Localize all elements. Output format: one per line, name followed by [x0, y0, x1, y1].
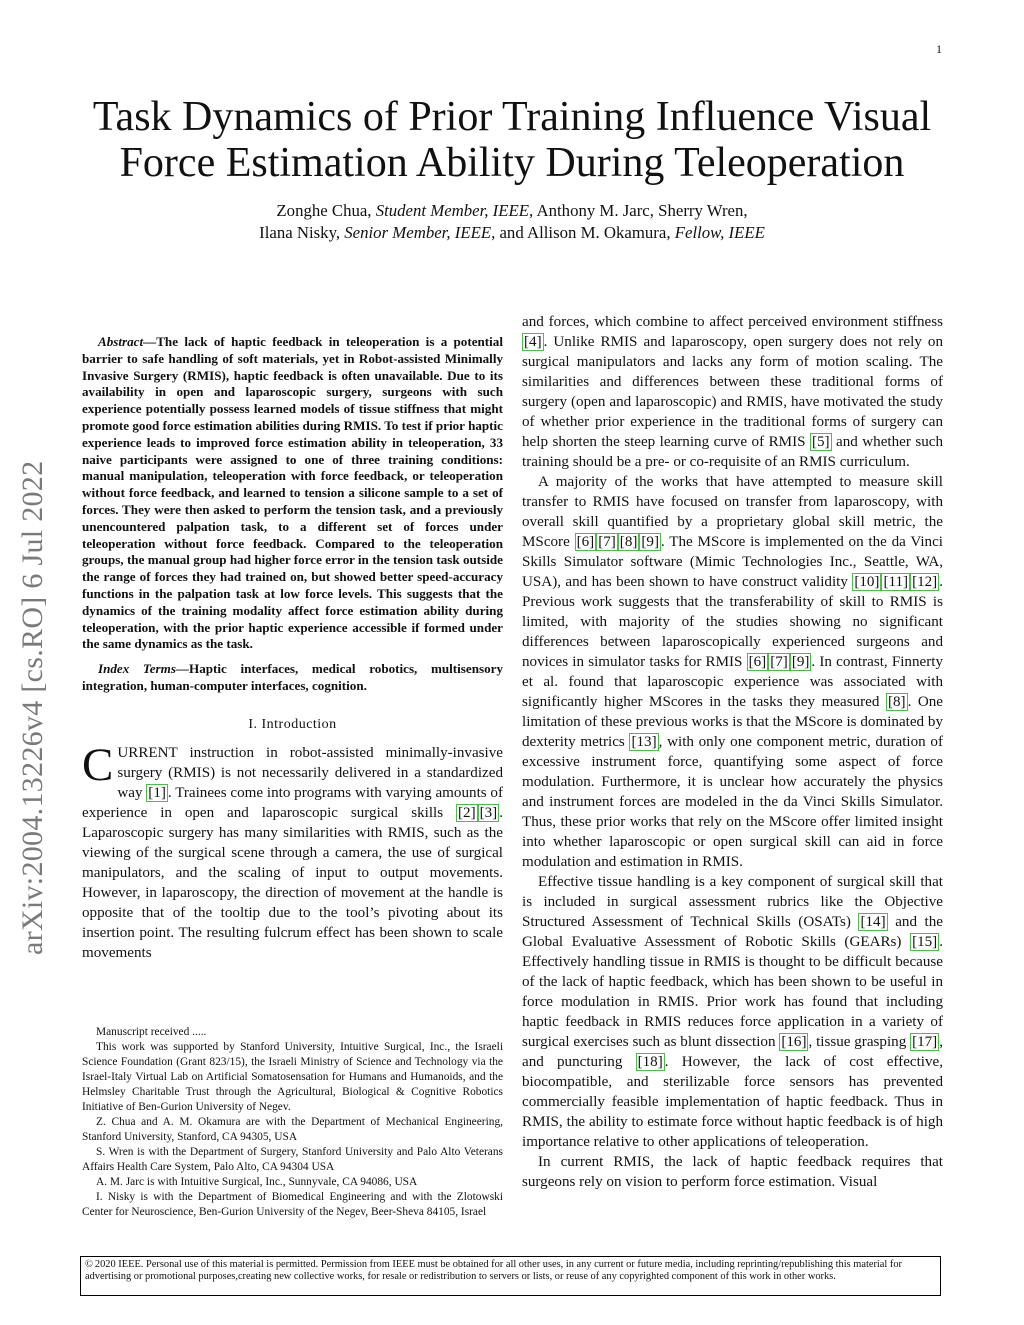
body-text: . However, the lack of cost effective, biocompatible, and sterilizable force sensors has prevented commercially feasible implementation of haptic feedback. Thus in RMIS, the ability to estimate force without haptic feedback is of high importance relative to other applications of teleoperation.: [522, 1054, 944, 1150]
footnote: Z. Chua and A. M. Okamura are with the Department of Mechanical Engineering, Stanford University, Stanford, CA 94305, USA: [82, 1116, 503, 1143]
citation-link[interactable]: [17]: [912, 1034, 938, 1050]
body-paragraph: In current RMIS, the lack of haptic feedback requires that surgeons rely on vision to perform force estimation. Visual: [522, 1154, 943, 1190]
citation-link[interactable]: [12]: [912, 574, 938, 590]
intro-lead: URRENT: [117, 744, 178, 761]
citation-link[interactable]: [18]: [637, 1054, 663, 1070]
citation-link[interactable]: [7]: [598, 534, 616, 550]
body-text: . Previous work suggests that the transferability of skill to RMIS is limited, with majority of the studies showing no significant differences between laparoscopically experienced surgeons and novices in simulator tasks for RMIS: [522, 574, 943, 670]
body-text: . In contrast, Finnerty et al. found that laparoscopic experience was associated with significantly higher MScores in the tasks they measured: [522, 654, 943, 710]
citation-link[interactable]: [16]: [781, 1034, 807, 1050]
index-terms-text: Haptic interfaces, medical robotics, multisensory integration, human-computer interfaces, cognition.: [82, 661, 503, 693]
abstract-label: Abstract—: [98, 334, 157, 349]
copyright-notice: [80, 1256, 941, 1296]
body-text: Effective tissue handling is a key component of surgical skill that is included in surgical assessment rubrics like the Objective Structured Assessment of Technical Skills (OSATs): [522, 874, 943, 930]
right-column: [522, 312, 943, 1192]
author-role: Senior Member, IEEE,: [344, 223, 496, 242]
arxiv-stamp: arXiv:2004.13226v4 [cs.RO] 6 Jul 2022: [16, 460, 49, 955]
abstract: [82, 334, 503, 653]
citation-link[interactable]: [1]: [148, 784, 166, 801]
footnote: Manuscript received .....: [96, 1026, 207, 1038]
citation-link[interactable]: [6]: [748, 654, 767, 670]
citation-link[interactable]: [2]: [458, 804, 476, 821]
body-text: A majority of the works that have attempted to measure skill transfer to RMIS have focused on transfer from laparoscopy, with overall skill quantified by a proprietary global skill metric, the MScore: [522, 474, 943, 550]
author-role: Fellow, IEEE: [674, 223, 765, 242]
citation-link[interactable]: [9]: [641, 534, 660, 550]
author-name: Anthony M. Jarc, Sherry Wren,: [536, 201, 748, 220]
citation-link[interactable]: [8]: [619, 534, 638, 550]
section-heading: I. Introduction: [248, 716, 337, 732]
citation-link[interactable]: [8]: [887, 694, 906, 710]
author-name: Zonghe Chua,: [276, 201, 372, 220]
citation-link[interactable]: [6]: [576, 534, 595, 550]
author-line-1: [100, 200, 924, 222]
citation-link[interactable]: [13]: [631, 734, 657, 750]
body-text: and whether such training should be a pre- or co-requisite of an RMIS curriculum.: [522, 434, 943, 470]
drop-cap: C: [82, 738, 114, 791]
citation-link[interactable]: [14]: [860, 914, 886, 930]
intro-text: . Trainees come into programs with varying amounts of experience in open and laparoscopic surgical skills: [82, 784, 503, 821]
abstract-text: The lack of haptic feedback in teleoperation is a potential barrier to safe handling of soft materials, yet in Robot-assisted Minimally Invasive Surgery (RMIS), haptic feedback is often unavailable. Due to its availability in open and laparoscopic surgery, surgeons with such experience potentially possess learned models of tissue stiffness that might promote good force estimation abilities during RMIS. To test if prior haptic experience leads to improved force estimation ability in teleoperation, 33 naive participants were assigned to one of three training conditions: manual manipulation, teleoperation with force feedback, or teleoperation without force feedback, and learned to tension a silicone sample to a set of forces. They were then asked to perform the tension task, and a previously unencountered palpation task, to a different set of forces under teleoperation without force feedback. Compared to the teleoperation groups, the manual group had higher force error in the tension task outside the range of forces they had trained on, but showed better speed-accuracy functions in the palpation task at low force levels. This suggests that the dynamics of the training modality affect force estimation ability during teleoperation, with the prior haptic experience accessible if formed under the same dynamics as the task.: [82, 334, 503, 652]
author-line-2: [100, 222, 924, 244]
index-terms-label: Index Terms—: [98, 661, 190, 677]
author-list: [100, 200, 924, 244]
intro-text: . Laparoscopic surgery has many similarities with RMIS, such as the viewing of the surgical scene through a camera, the use of surgical manipulators, and the scaling of input to output movements. However, in laparoscopy, the direction of movement at the handle is opposite that of the tooltip due to the tool’s pivoting about its insertion point. The resulting fulcrum effect has been shown to scale movements: [82, 804, 503, 961]
footnote: S. Wren is with the Department of Surgery, Stanford University and Palo Alto Veterans Affairs Health Care System, Palo Alto, CA 94304 USA: [82, 1146, 503, 1173]
author-name: and Allison M. Okamura,: [499, 223, 671, 242]
citation-link[interactable]: [10]: [854, 574, 880, 590]
body-paragraph: [522, 472, 943, 872]
citation-link[interactable]: [11]: [883, 574, 909, 590]
author-role: Student Member, IEEE,: [375, 201, 534, 220]
body-text: . One limitation of these previous works is that the MScore is dominated by dexterity metrics: [522, 694, 943, 750]
copyright-text: 2020 IEEE. Personal use of this material is permitted. Permission from IEEE must be obtained for all other uses, in any current or future media, including reprinting/republishing this material for advertising or promotional purposes,creating new collective works, for resale or redistribution to servers or lists, or reuse of any copyrighted component of this work in other works.: [85, 1259, 903, 1283]
citation-link[interactable]: [3]: [479, 804, 498, 821]
footnote: I. Nisky is with the Department of Biomedical Engineering and with the Zlotowski Center for Neuroscience, Ben-Gurion University of the Negev, Beer-Sheva 84105, Israel: [82, 1191, 503, 1218]
body-text: and the Global Evaluative Assessment of Robotic Skills (GEARs): [522, 914, 943, 950]
body-text: , with only one component metric, duration of excessive instrument force, quantifying some aspect of force modulation. Furthermore, it is unclear how accurately the physics and instrument forces are modeled in the da Vinci Skills Simulator. Thus, these prior works that rely on the MScore offer limited insight into whether laparoscopic or open surgical skill can aid in force modulation and estimation in RMIS.: [522, 734, 943, 870]
index-terms: [82, 661, 503, 695]
body-paragraph: [522, 312, 943, 472]
intro-text: instruction in robot-assisted minimally-invasive surgery (RMIS) is not necessarily delivered in a standardized way: [117, 744, 503, 801]
citation-link[interactable]: [5]: [811, 434, 830, 450]
footnote: A. M. Jarc is with Intuitive Surgical, Inc., Sunnyvale, CA 94086, USA: [96, 1176, 418, 1188]
intro-paragraph: [82, 738, 503, 963]
author-name: Ilana Nisky,: [259, 223, 341, 242]
footnote: This work was supported by Stanford University, Intuitive Surgical, Inc., the Israeli Science Foundation (Grant 823/15), the Israeli Ministry of Science and Technology via the Israel-Italy Virtual Lab on Artificial Somatosensation for Humans and Humanoids, and the Helmsley Charitable Trust through the Agricultural, Biological & Cognitive Robotics Initiative of Ben-Gurion University of Negev.: [82, 1041, 503, 1113]
footnotes: [82, 1025, 503, 1220]
body-text: , and puncturing: [522, 1034, 943, 1070]
page-number: 1: [936, 42, 942, 56]
body-text: . The MScore is implemented on the da Vinci Skills Simulator software (Mimic Technologies Inc., Seattle, WA, USA), and has been shown to have construct validity: [522, 534, 943, 590]
body-text: , tissue grasping: [808, 1034, 911, 1050]
citation-link[interactable]: [15]: [912, 934, 938, 950]
body-text: . Effectively handling tissue in RMIS is thought to be difficult because of the lack of haptic feedback, which has been shown to be useful in force modulation in RMIS. Prior work has found that including haptic feedback in RMIS reduces force application in a variety of surgical exercises such as blunt dissection: [522, 934, 943, 1050]
body-text: . Unlike RMIS and laparoscopy, open surgery does not rely on surgical manipulators and lacks any form of motion scaling. The similarities and differences between these traditional forms of surgery (open and laparoscopic) and RMIS, have motivated the study of whether prior experience in the traditional forms of surgery can help shorten the steep learning curve of RMIS: [522, 334, 943, 450]
body-text: and forces, which combine to affect perceived environment stiffness: [522, 314, 943, 330]
copyright-mark: ©: [85, 1259, 93, 1270]
paper-title: Task Dynamics of Prior Training Influence Visual Force Estimation Ability During Teleoperation: [92, 94, 932, 186]
citation-link[interactable]: [9]: [791, 654, 810, 670]
citation-link[interactable]: [7]: [770, 654, 788, 670]
citation-link[interactable]: [4]: [524, 334, 542, 350]
left-column: [82, 334, 503, 963]
body-paragraph: [522, 872, 943, 1152]
